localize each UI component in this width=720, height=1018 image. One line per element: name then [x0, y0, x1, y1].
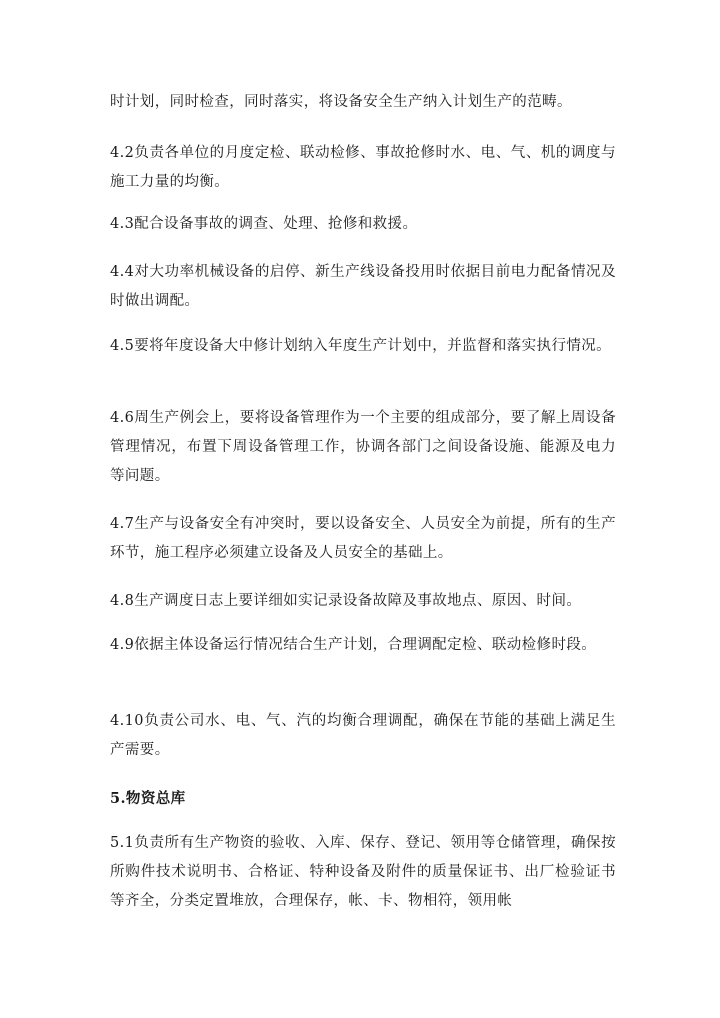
paragraph-4-10: 4.10负责公司水、电、气、汽的均衡合理调配，确保在节能的基础上满足生产需要。: [110, 713, 616, 758]
paragraph-4-4: 4.4对大功率机械设备的启停、新生产线设备投用时依据目前电力配备情况及时做出调配。: [110, 264, 616, 309]
paragraph-4-8: 4.8生产调度日志上要详细如实记录设备故障及事故地点、原因、时间。: [110, 593, 582, 609]
paragraph-4-6: 4.6周生产例会上，要将设备管理作为一个主要的组成部分，要了解上周设备管理情况，布置下周设备管理工作，协调各部门之间设备设施、能源及电力等问题。: [110, 410, 616, 484]
paragraph-4-9: 4.9依据主体设备运行情况结合生产计划，合理调配定检、联动检修时段。: [110, 637, 597, 653]
paragraph-5-1: 5.1负责所有生产物资的验收、入库、保存、登记、领用等仓储管理，确保按所购件技术说明书、合格证、特种设备及附件的质量保证书、出厂检验证书等齐全，分类定置堆放，合理保存，帐、卡、物相符，领用帐: [110, 835, 616, 909]
paragraph-4-7: 4.7生产与设备安全有冲突时，要以设备安全、人员安全为前提，所有的生产环节，施工程序必须建立设备及人员安全的基础上。: [110, 516, 616, 561]
paragraph-4-5: 4.5要将年度设备大中修计划纳入年度生产计划中，并监督和落实执行情况。: [110, 338, 612, 354]
section-heading: 5.物资总库: [110, 790, 186, 807]
paragraph-4-3: 4.3配合设备事故的调查、处理、抢修和救援。: [110, 216, 418, 232]
paragraph-4-1-continued: 时计划，同时检查，同时落实，将设备安全生产纳入计划生产的范畴。: [110, 94, 572, 110]
paragraph-4-2: 4.2负责各单位的月度定检、联动检修、事故抢修时水、电、气、机的调度与施工力量的均衡。: [110, 145, 616, 190]
